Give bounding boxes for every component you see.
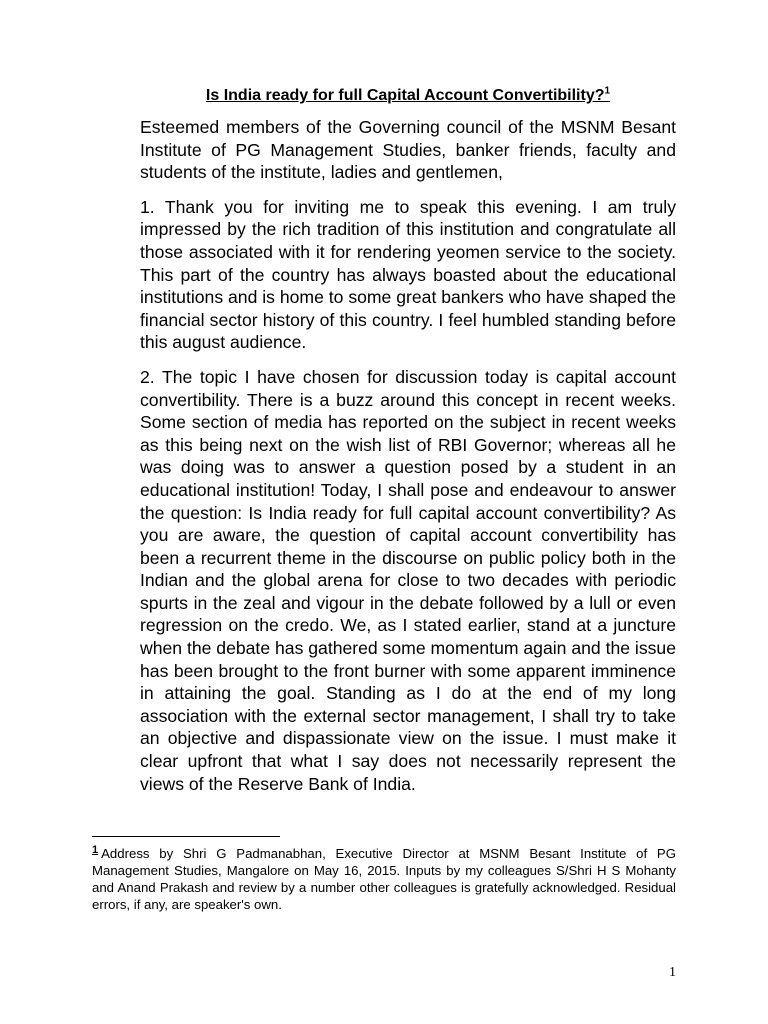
paragraph-1: 1. Thank you for inviting me to speak this evening. I am truly impressed by the rich tradition of this institution and congratulate all those associated with it for rendering yeomen service to the society. This part of the country has always boasted about the educational institutions and is home to some great bankers who have shaped the financial sector history of this country. I feel humbled standing before this august audience.	[140, 196, 676, 353]
footnote	[92, 845, 676, 913]
footnote-marker: 1	[92, 843, 99, 856]
footnote-divider	[92, 836, 280, 837]
salutation-paragraph: Esteemed members of the Governing council of the MSNM Besant Institute of PG Management Studies, banker friends, faculty and students of the institute, ladies and gentlemen,	[140, 117, 676, 183]
page-number: 1	[669, 965, 676, 980]
title-footnote-marker: 1	[604, 85, 611, 97]
page-title	[140, 84, 676, 108]
paragraph-2: 2. The topic I have chosen for discussion today is capital account convertibility. There is a buzz around this concept in recent weeks. Some section of media has reported on the subject in recent weeks as this being next on the wish list of RBI Governor; whereas all he was doing was to answer a question posed by a student in an educational institution! Today, I shall pose and endeavour to answer the question: Is India ready for full capital account convertibility? As you are aware, the question of capital account convertibility has been a recurrent theme in the discourse on public policy both in the Indian and the global arena for close to two decades with periodic spurts in the zeal and vigour in the debate followed by a lull or even regression on the credo. We, as I stated earlier, stand at a juncture when the debate has gathered some momentum again and the issue has been brought to the front burner with some apparent imminence in attaining the goal. Standing as I do at the end of my long association with the external sector management, I shall try to take an objective and dispassionate view on the issue. I must make it clear upfront that what I say does not necessarily represent the views of the Reserve Bank of India.	[140, 366, 676, 794]
document-body	[140, 84, 676, 807]
footnote-text: Address by Shri G Padmanabhan, Executive Director at MSNM Besant Institute of PG Management Studies, Mangalore on May 16, 2015. Inputs by my colleagues S/Shri H S Mohanty and Anand Prakash and review by a number other colleagues is gratefully acknowledged. Residual errors, if any, are speaker's own.	[92, 846, 676, 912]
page-title-text: Is India ready for full Capital Account Convertibility?	[205, 87, 605, 104]
